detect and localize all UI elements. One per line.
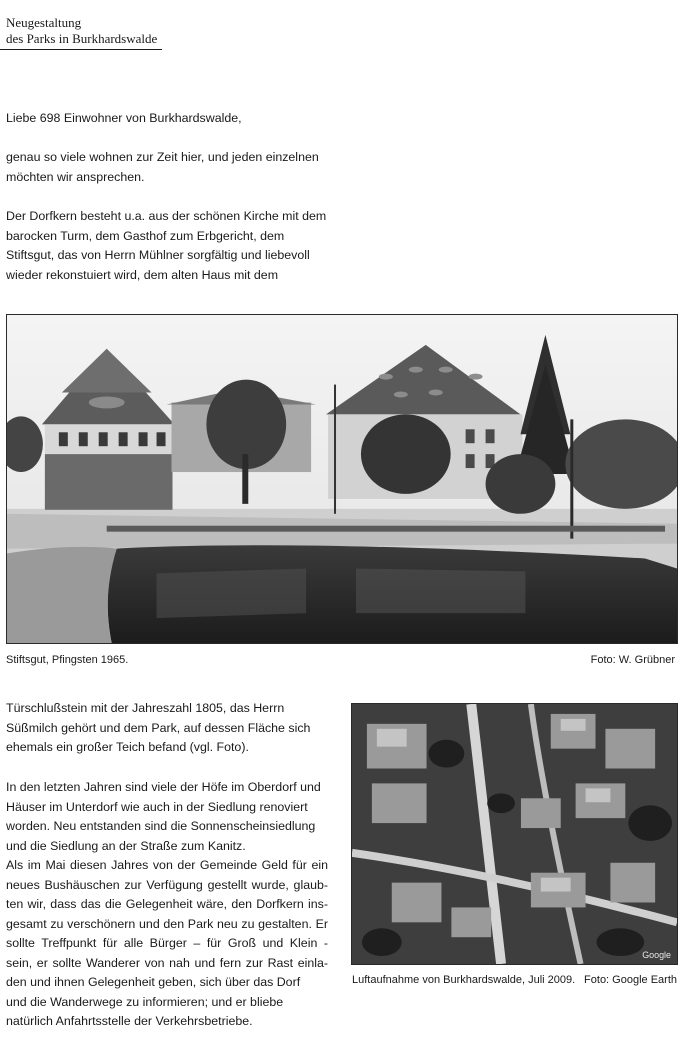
greeting-line: Liebe 698 Einwohner von Burkhardswalde, xyxy=(6,111,242,125)
text-line: Süßmilch gehört und dem Park, auf dessen Fläche sich xyxy=(6,720,311,735)
header-underline xyxy=(0,49,162,50)
intro-paragraph-1 xyxy=(6,148,319,187)
stiftsgut-caption: Stiftsgut, Pfingsten 1965. xyxy=(6,654,129,666)
stiftsgut-credit: Foto: W. Grübner xyxy=(590,654,675,666)
aerial-photo-image xyxy=(352,704,677,964)
document-header xyxy=(6,15,166,47)
google-watermark: Google xyxy=(642,950,672,961)
text-line: genau so viele wohnen zur Zeit hier, und jeden einzelnen xyxy=(6,150,319,164)
text-line: und die Siedlung an der Straße zum Kanitz. xyxy=(6,838,246,853)
text-line: Der Dorfkern besteht u.a. aus der schönen Kirche mit dem xyxy=(6,209,327,223)
intro-paragraph-2 xyxy=(6,207,326,285)
stiftsgut-photo xyxy=(6,314,678,644)
text-line: gesamt zu verschönern und den Park neu zu gestalten. Er xyxy=(6,916,328,931)
text-line: Als im Mai diesen Jahres von der Gemeinde Geld für ein xyxy=(6,858,328,872)
text-line: Stiftsgut, das von Herrn Mühlner sorgfältig und liebevoll xyxy=(6,248,310,262)
text-line: barocken Turm, dem Gasthof zum Erbgericht, dem xyxy=(6,228,285,243)
aerial-photo xyxy=(351,703,678,965)
text-line: natürlich Anfahrtsstelle der Verkehrsbetriebe. xyxy=(6,1014,253,1028)
text-line: Häuser im Unterdorf wie auch in der Siedlung renoviert xyxy=(6,799,308,814)
stiftsgut-photo-image xyxy=(7,315,677,643)
text-line: sollte Treffpunkt für alle Bürger – für Groß und Klein - xyxy=(6,936,328,950)
text-line: möchten wir ansprechen. xyxy=(6,169,145,184)
text-line: sein, er sollte Wanderer von nah und fern zur Rast einla- xyxy=(6,955,328,970)
text-line: wieder rekonstuiert wird, dem alten Haus mit dem xyxy=(6,267,279,282)
text-line: den und ihnen Gelegenheit geben, sich über das Dorf xyxy=(6,975,301,989)
header-title-line1: Neugestaltung xyxy=(6,15,82,30)
body-paragraph-3 xyxy=(6,699,310,758)
aerial-credit: Foto: Google Earth xyxy=(584,974,677,986)
text-line: und die Wanderwege zu informieren; und er bliebe xyxy=(6,994,284,1009)
body-paragraph-4 xyxy=(6,778,321,856)
greeting-paragraph xyxy=(6,109,242,129)
header-title-line2: des Parks in Burkhardswalde xyxy=(6,31,158,46)
body-paragraph-5 xyxy=(6,856,328,1032)
text-line: worden. Neu entstanden sind die Sonnenscheinsiedlung xyxy=(6,819,316,833)
text-line: ten wir, dass das die Gelegenheit wäre, den Dorfkern ins- xyxy=(6,897,328,911)
text-line: Türschlußstein mit der Jahreszahl 1805, das Herrn xyxy=(6,701,285,715)
aerial-caption: Luftaufnahme von Burkhardswalde, Juli 2009. xyxy=(352,974,576,986)
text-line: neues Bushäuschen zur Verfügung gestellt wurde, glaub- xyxy=(6,877,328,892)
text-line: In den letzten Jahren sind viele der Höfe im Oberdorf und xyxy=(6,780,321,794)
text-line: ehemals ein großer Teich befand (vgl. Foto). xyxy=(6,740,249,754)
